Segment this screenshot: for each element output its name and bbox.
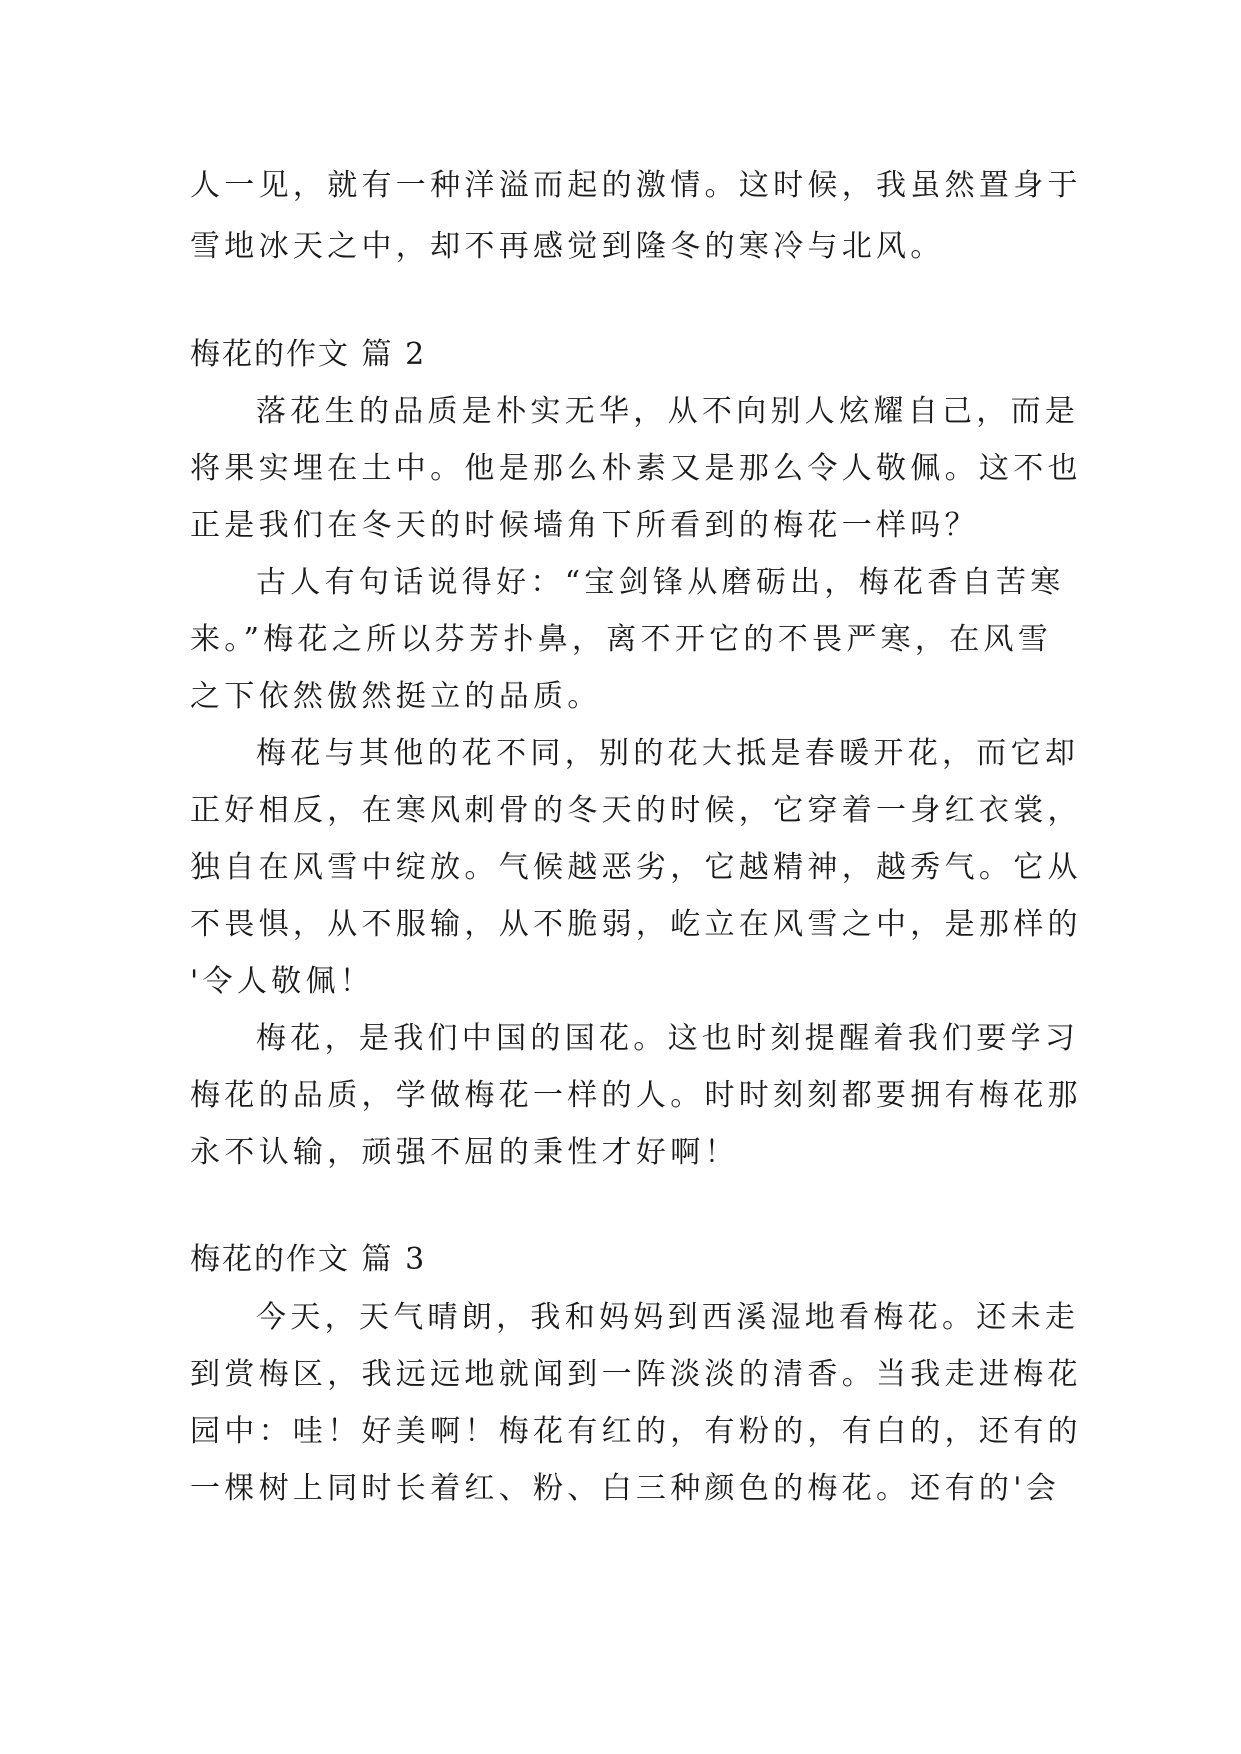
text-line: 梅花的品质，学做梅花一样的人。时时刻刻都要拥有梅花那 bbox=[190, 1078, 1082, 1113]
text-line: 雪地冰天之中，却不再感觉到隆冬的寒冷与北风。 bbox=[190, 229, 945, 264]
section-heading: 梅花的作文 篇 3 bbox=[190, 1242, 427, 1277]
text-line: 永不认输，顽强不屈的秉性才好啊！ bbox=[190, 1135, 739, 1170]
text-line: 一棵树上同时长着红、粉、白三种颜色的梅花。还有的'会 bbox=[190, 1471, 1061, 1506]
text-line: 独自在风雪中绽放。气候越恶劣，它越精神，越秀气。它从 bbox=[190, 850, 1082, 885]
section-heading: 梅花的作文 篇 2 bbox=[190, 337, 427, 372]
text-line: 到赏梅区，我远远地就闻到一阵淡淡的清香。当我走进梅花 bbox=[190, 1357, 1082, 1392]
paragraph-line: 落花生的品质是朴实无华，从不向别人炫耀自己，而是 bbox=[256, 394, 1080, 429]
text-line: 将果实埋在土中。他是那么朴素又是那么令人敬佩。这不也 bbox=[190, 451, 1082, 486]
text-line: '令人敬佩！ bbox=[190, 964, 375, 999]
paragraph-line: 今天，天气晴朗，我和妈妈到西溪湿地看梅花。还未走 bbox=[256, 1300, 1080, 1335]
text-line: 正是我们在冬天的时候墙角下所看到的梅花一样吗？ bbox=[190, 508, 979, 543]
text-line: 不畏惧，从不服输，从不脆弱，屹立在风雪之中，是那样的 bbox=[190, 907, 1082, 942]
text-line: 人一见，就有一种洋溢而起的激情。这时候，我虽然置身于 bbox=[190, 168, 1082, 203]
text-line: 园中：哇！好美啊！梅花有红的，有粉的，有白的，还有的 bbox=[190, 1414, 1082, 1449]
text-line: 正好相反，在寒风刺骨的冬天的时候，它穿着一身红衣裳， bbox=[190, 793, 1082, 828]
text-line: 之下依然傲然挺立的品质。 bbox=[190, 679, 602, 714]
paragraph-line: 梅花与其他的花不同，别的花大抵是春暖开花，而它却 bbox=[256, 736, 1080, 771]
paragraph-line: 梅花，是我们中国的国花。这也时刻提醒着我们要学习 bbox=[256, 1021, 1080, 1056]
paragraph-line: 古人有句话说得好：“宝剑锋从磨砺出，梅花香自苦寒 bbox=[256, 565, 1065, 600]
text-line: 来。”梅花之所以芬芳扑鼻，离不开它的不畏严寒，在风雪 bbox=[190, 622, 1053, 657]
